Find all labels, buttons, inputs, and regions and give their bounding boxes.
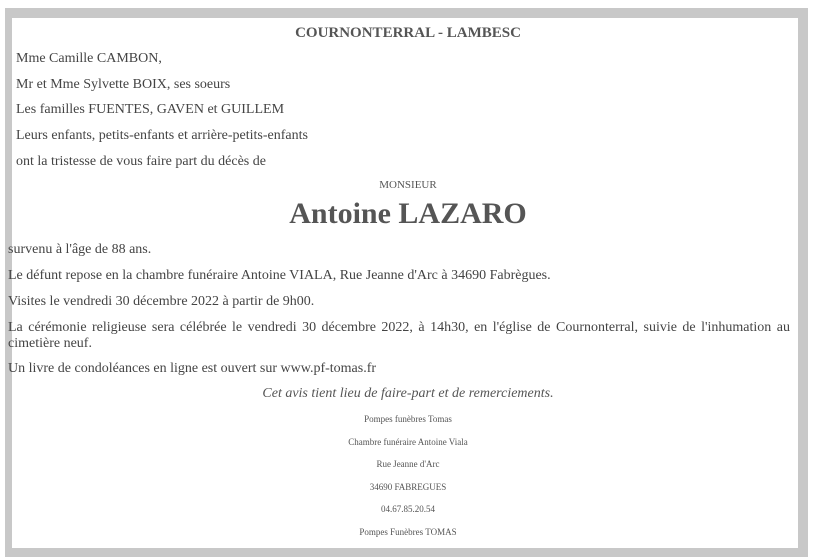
family-line-2: Mr et Mme Sylvette BOIX, ses soeurs — [16, 77, 231, 92]
closing-note: Cet avis tient lieu de faire-part et de remerciements. — [262, 386, 554, 401]
detail-age: survenu à l'âge de 88 ans. — [8, 242, 152, 257]
detail-rest-place: Le défunt repose en la chambre funéraire Antoine VIALA, Rue Jeanne d'Arc à 34690 Fabrègues. — [8, 268, 551, 283]
family-line-1: Mme Camille CAMBON, — [16, 51, 162, 66]
funeral-chamber: Chambre funéraire Antoine Viala — [348, 437, 468, 447]
funeral-city: 34690 FABREGUES — [369, 482, 447, 492]
detail-ceremony: La cérémonie religieuse sera célébrée le vendredi 30 décembre 2022, à 14h30, en l'église de Cournonterral, suivie de l'inhumation au cimetière neuf. — [8, 320, 790, 351]
funeral-phone: 04.67.85.20.54 — [381, 504, 435, 514]
family-line-5: ont la tristesse de vous faire part du décès de — [16, 154, 266, 169]
funeral-home-brand: Pompes Funèbres TOMAS — [359, 527, 457, 537]
civility: MONSIEUR — [379, 179, 437, 191]
funeral-street: Rue Jeanne d'Arc — [376, 459, 440, 469]
notice-header: COURNONTERRAL - LAMBESC — [295, 25, 521, 41]
deceased-name: Antoine LAZARO — [289, 197, 527, 230]
detail-condolences: Un livre de condoléances en ligne est ouvert sur www.pf-tomas.fr — [8, 361, 377, 376]
family-line-4: Leurs enfants, petits-enfants et arrière-petits-enfants — [16, 128, 308, 143]
family-line-3: Les familles FUENTES, GAVEN et GUILLEM — [16, 102, 285, 117]
detail-visits: Visites le vendredi 30 décembre 2022 à partir de 9h00. — [8, 294, 315, 309]
funeral-home-name: Pompes funèbres Tomas — [364, 414, 452, 424]
